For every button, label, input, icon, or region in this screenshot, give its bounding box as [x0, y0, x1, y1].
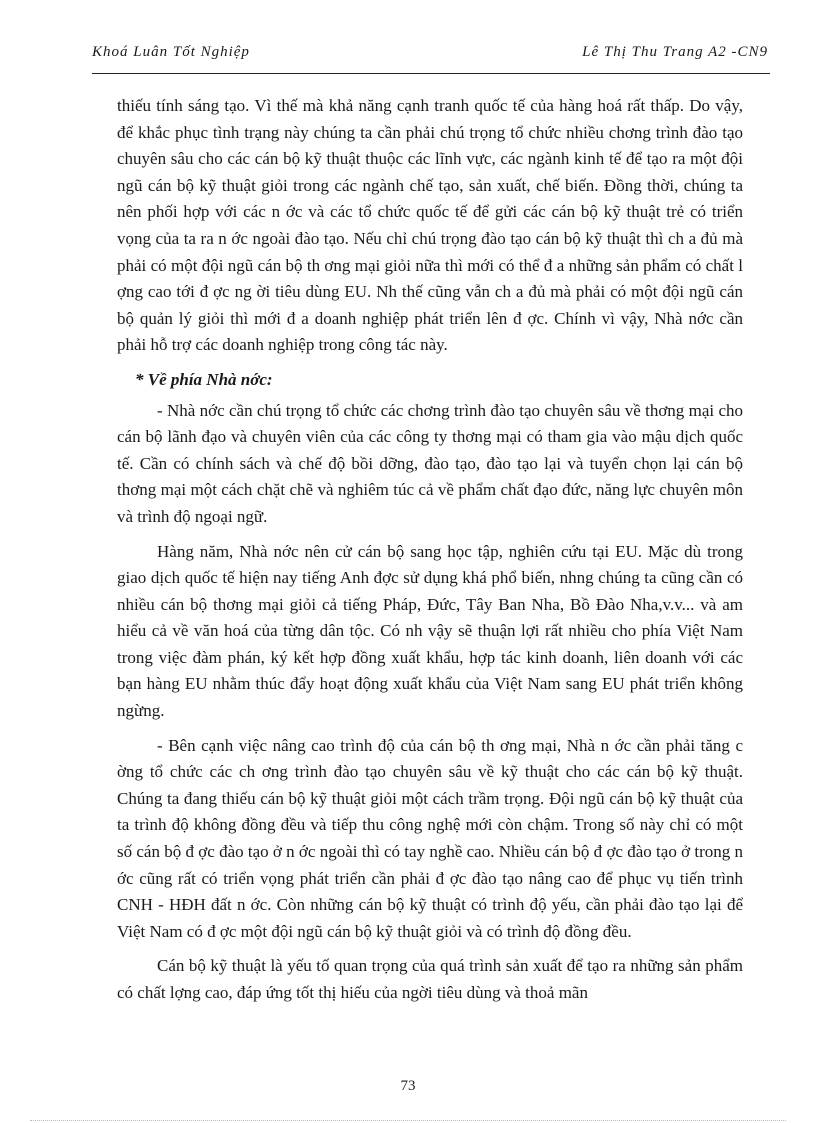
page-number: 73 — [400, 1078, 416, 1094]
header-divider — [92, 73, 770, 74]
header-thesis-title: Khoá Luân Tốt Nghiệp — [92, 44, 250, 60]
page-header — [92, 44, 768, 74]
page-body — [117, 93, 743, 1015]
header-author: Lê Thị Thu Trang A2 -CN9 — [582, 44, 768, 60]
paragraph-state-training: - Nhà nớc cần chú trọng tổ chức các chơng trình đào tạo chuyên sâu về thơng mại cho cán bộ lãnh đạo và chuyên viên của các công ty thơng mại có tham gia vào mậu dịch quốc tế. Cần có chính sách và chế độ bồi dỡng, đào tạo, đào tạo lại và tuyển chọn lại cán bộ thơng mại một cách chặt chẽ và nghiêm túc cả về phẩm chất đạo đức, năng lực chuyên môn và trình độ ngoại ngữ. — [117, 400, 743, 526]
paragraph-annual-study: Hàng năm, Nhà nớc nên cử cán bộ sang học tập, nghiên cứu tại EU. Mặc dù trong giao dịch quốc tế hiện nay tiếng Anh đợc sử dụng khá phổ biến, nhng chúng ta cũng cần có nhiều cán bộ thơng mại giỏi cả tiếng Pháp, Đức, Tây Ban Nha, Bồ Đào Nha,v.v... và am hiểu cả về văn hoá của từng dân tộc. Có nh vậy sẽ thuận lợi rất nhiều cho phía Việt Nam trong việc đàm phán, ký kết hợp đồng xuất khẩu, hợp tác kinh doanh, liên doanh với các bạn hàng EU nhằm thúc đẩy hoạt động xuất khẩu của Việt Nam sang EU phát triển không ngừng. — [117, 541, 743, 721]
section-subheading: * Về phía Nhà nớc: — [135, 369, 273, 389]
paragraph-technical-importance: Cán bộ kỹ thuật là yếu tố quan trọng của quá trình sản xuất để tạo ra những sản phẩm có chất lợng cao, đáp ứng tốt thị hiếu của ngời tiêu dùng và thoả mãn — [117, 956, 743, 1002]
paragraph-technical-staff: - Bên cạnh việc nâng cao trình độ của cán bộ th ơng mại, Nhà n ớc cần phải tăng c ờng tổ chức các ch ơng trình đào tạo chuyên sâu về kỹ thuật cho các cán bộ kỹ thuật. Chúng ta đang thiếu cán bộ kỹ thuật giỏi một cách trầm trọng. Đội ngũ cán bộ kỹ thuật của ta trình độ không đồng đều và tiếp thu công nghệ mới còn chậm. Trong số này chỉ có một số cán bộ đ ợc đào tạo ở n ớc ngoài thì có tay nghề cao. Nhiều cán bộ đ ợc đào tạo ở trong n ớc cũng rất có triển vọng phát triển cần phải đ ợc đào tạo nâng cao để phục vụ tiến trình CNH - HĐH đất n ớc. Còn những cán bộ kỹ thuật có trình độ yếu, cần phải đào tạo lại để Việt Nam có đ ợc một đội ngũ cán bộ kỹ thuật giỏi và có trình độ đồng đều. — [117, 735, 743, 941]
paragraph-continuation: thiếu tính sáng tạo. Vì thế mà khả năng cạnh tranh quốc tế của hàng hoá rất thấp. Do vậy, để khắc phục tình trạng này chúng ta cần phải chú trọng tổ chức nhiều chơng trình đào tạo chuyên sâu cho các cán bộ kỹ thuật thuộc các lĩnh vực, các ngành kinh tế để tạo ra một đội ngũ cán bộ kỹ thuật giỏi trong các ngành chế tạo, sản xuất, chế biến. Đồng thời, chúng ta nên phối hợp với các n ớc và các tổ chức quốc tế để gửi các cán bộ kỹ thuật trẻ có triển vọng của ta ra n ớc ngoài đào tạo. Nếu chỉ chú trọng đào tạo cán bộ kỹ thuật thì ch a đủ mà phải có một đội ngũ cán bộ th ơng mại giỏi nữa thì mới có thể đ a những sản phẩm có chất l ợng cao tới đ ợc ng ời tiêu dùng EU. Nh thế cũng vẫn ch a đủ mà phải có một đội ngũ cán bộ quản lý giỏi thì mới đ a doanh nghiệp phát triển lên đ ợc. Chính vì vậy, Nhà nớc cần phải hỗ trợ các doanh nghiệp trong công tác này. — [117, 96, 743, 355]
footer-divider — [30, 1120, 786, 1121]
